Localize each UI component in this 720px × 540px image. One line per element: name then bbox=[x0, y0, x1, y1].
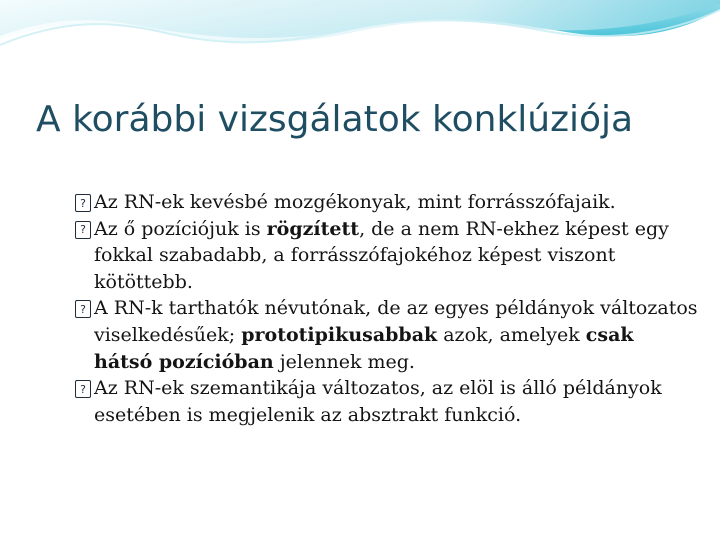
bullet-text-3 bbox=[94, 295, 698, 375]
bullet-text-2 bbox=[94, 216, 698, 296]
bullet-text-1: Az RN-ek kevésbé mozgékonyak, mint forrásszófajaik. bbox=[94, 191, 616, 213]
bullet-marker-icon: ? bbox=[75, 221, 91, 239]
bullet-3-bold-part-1: prototipikusabbak bbox=[241, 323, 438, 346]
decorative-wave-header bbox=[0, 0, 720, 80]
bullet-3-text-part-2: azok, amelyek bbox=[437, 323, 586, 346]
bullet-2-bold-part-1: rögzített bbox=[266, 217, 360, 240]
bullet-item-3 bbox=[78, 295, 698, 375]
bullet-item-2 bbox=[78, 216, 698, 296]
bullet-3-text-part-1: A RN-k tarthatók névutónak, de az egyes példányok változatos viselkedésűek; bbox=[94, 297, 698, 346]
bullet-marker-icon: ? bbox=[75, 194, 91, 212]
slide-title: A korábbi vizsgálatok konklúziója bbox=[36, 99, 634, 140]
bullet-item-1 bbox=[78, 189, 698, 216]
bullet-3-bold-part-2: csak hátsó pozícióban bbox=[94, 323, 634, 373]
bullet-marker-icon: ? bbox=[75, 380, 91, 398]
bullet-2-text-part-1: Az ő pozíciójuk is bbox=[94, 217, 267, 240]
bullet-item-4 bbox=[78, 375, 698, 428]
bullet-3-text-part-3: jelennek meg. bbox=[273, 350, 415, 373]
bullet-marker-icon: ? bbox=[75, 300, 91, 318]
bullet-list bbox=[78, 189, 698, 428]
bullet-text-4: Az RN-ek szemantikája változatos, az elöl is álló példányok esetében is megjelenik az absztrakt funkció. bbox=[94, 377, 662, 426]
bullet-2-text-part-2: , de a nem RN-ekhez képest egy fokkal szabadabb, a forrásszófajokéhoz képest viszont kötöttebb. bbox=[94, 217, 669, 293]
